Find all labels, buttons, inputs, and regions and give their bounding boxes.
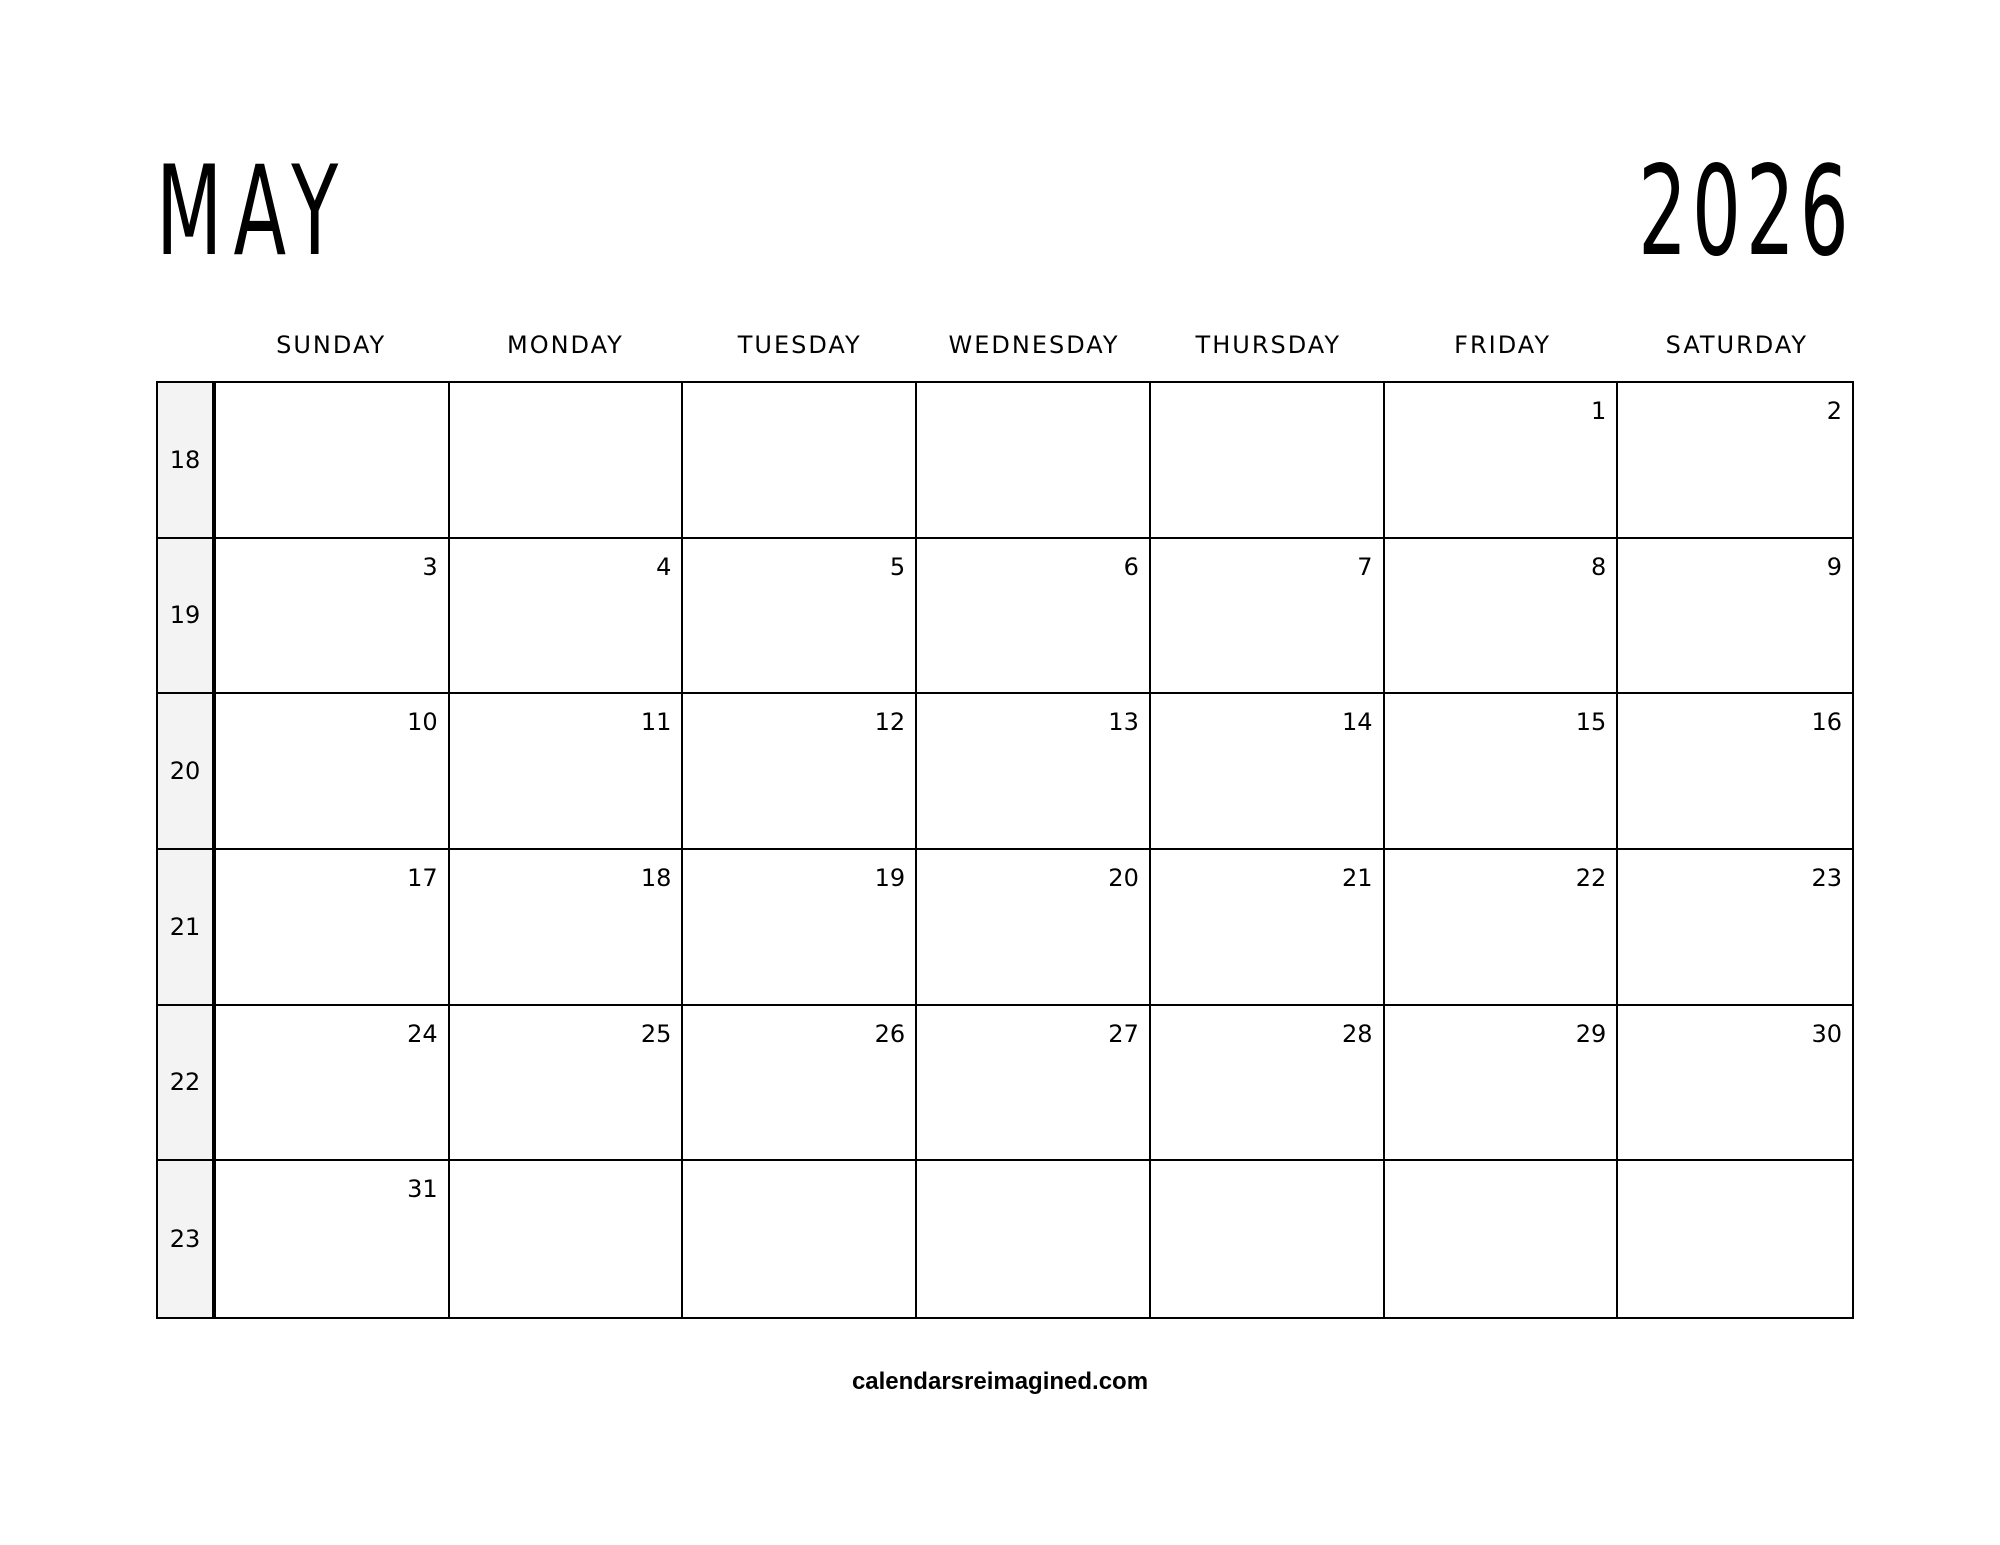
- weekday-saturday: SATURDAY: [1665, 331, 1809, 359]
- day-cell[interactable]: [917, 539, 1151, 695]
- week-number: 22: [158, 1006, 216, 1162]
- day-cell[interactable]: [450, 694, 684, 850]
- weekday-sunday: SUNDAY: [276, 331, 387, 359]
- day-number: 17: [407, 864, 438, 892]
- day-number: 11: [640, 708, 672, 737]
- day-cell[interactable]: [1618, 1006, 1852, 1162]
- day-number: 12: [874, 708, 906, 737]
- day-cell[interactable]: [1618, 539, 1852, 695]
- day-cell[interactable]: [1618, 694, 1852, 850]
- week-number: 20: [158, 694, 216, 850]
- day-cell[interactable]: [917, 383, 1151, 539]
- day-number: 25: [640, 1019, 672, 1048]
- week-number: 18: [158, 383, 216, 539]
- day-cell[interactable]: [683, 850, 917, 1006]
- day-number: 31: [407, 1175, 438, 1204]
- weekday-thursday: THURSDAY: [1195, 331, 1342, 359]
- day-number: 14: [1342, 708, 1373, 737]
- day-cell[interactable]: [1151, 383, 1385, 539]
- week-number: 21: [158, 850, 216, 1006]
- day-cell[interactable]: [216, 1161, 450, 1317]
- day-cell[interactable]: [1385, 383, 1619, 539]
- calendar-grid: [156, 381, 1854, 1319]
- day-cell[interactable]: [683, 1161, 917, 1317]
- day-number: 3: [422, 552, 438, 581]
- day-number: 4: [656, 552, 672, 581]
- day-cell[interactable]: [917, 850, 1151, 1006]
- day-cell[interactable]: [450, 1006, 684, 1162]
- month-title: MAY: [156, 140, 350, 284]
- day-number: 18: [640, 864, 672, 892]
- day-number: 7: [1357, 552, 1373, 581]
- day-cell[interactable]: [1618, 850, 1852, 1006]
- year-title: 2026: [1638, 140, 1854, 284]
- day-cell[interactable]: [216, 694, 450, 850]
- day-number: 22: [1575, 864, 1607, 892]
- day-cell[interactable]: [683, 694, 917, 850]
- day-cell[interactable]: [683, 1006, 917, 1162]
- day-number: 10: [407, 708, 438, 737]
- day-cell[interactable]: [450, 539, 684, 695]
- day-cell[interactable]: [1151, 850, 1385, 1006]
- day-cell[interactable]: [917, 1006, 1151, 1162]
- day-cell[interactable]: [917, 694, 1151, 850]
- day-number: 2: [1826, 397, 1842, 425]
- day-cell[interactable]: [216, 539, 450, 695]
- day-cell[interactable]: [1385, 850, 1619, 1006]
- day-number: 28: [1342, 1019, 1373, 1048]
- day-cell[interactable]: [216, 850, 450, 1006]
- day-cell[interactable]: [1385, 1161, 1619, 1317]
- weekday-wednesday: WEDNESDAY: [948, 331, 1120, 359]
- day-number: 15: [1575, 708, 1607, 737]
- day-cell[interactable]: [450, 383, 684, 539]
- day-number: 9: [1826, 552, 1842, 581]
- day-cell[interactable]: [1151, 539, 1385, 695]
- day-cell[interactable]: [1385, 694, 1619, 850]
- day-cell[interactable]: [450, 850, 684, 1006]
- week-number: 23: [158, 1161, 216, 1317]
- day-number: 20: [1108, 864, 1139, 892]
- day-cell[interactable]: [1618, 383, 1852, 539]
- week-number: 19: [158, 539, 216, 695]
- weekday-friday: FRIDAY: [1454, 331, 1551, 359]
- day-cell[interactable]: [1385, 539, 1619, 695]
- day-cell[interactable]: [1618, 1161, 1852, 1317]
- weekday-monday: MONDAY: [507, 331, 624, 359]
- day-number: 8: [1591, 552, 1607, 581]
- day-number: 13: [1108, 708, 1139, 737]
- day-cell[interactable]: [683, 383, 917, 539]
- day-cell[interactable]: [917, 1161, 1151, 1317]
- day-number: 26: [874, 1019, 906, 1048]
- day-cell[interactable]: [216, 383, 450, 539]
- day-number: 30: [1811, 1019, 1842, 1048]
- day-cell[interactable]: [1151, 1006, 1385, 1162]
- day-number: 21: [1342, 864, 1373, 892]
- day-number: 24: [407, 1019, 438, 1048]
- day-cell[interactable]: [450, 1161, 684, 1317]
- day-cell[interactable]: [216, 1006, 450, 1162]
- day-number: 29: [1575, 1019, 1607, 1048]
- day-number: 5: [889, 552, 906, 581]
- day-number: 27: [1108, 1019, 1139, 1048]
- day-number: 6: [1123, 552, 1139, 581]
- day-cell[interactable]: [1151, 694, 1385, 850]
- day-number: 16: [1811, 708, 1842, 737]
- day-number: 19: [874, 864, 906, 892]
- day-number: 23: [1811, 864, 1842, 892]
- weekday-tuesday: TUESDAY: [737, 331, 862, 359]
- day-number: 1: [1591, 397, 1607, 425]
- footer-website: calendarsreimagined.com: [851, 1368, 1149, 1395]
- weekday-header: [214, 325, 1854, 365]
- day-cell[interactable]: [1385, 1006, 1619, 1162]
- day-cell[interactable]: [1151, 1161, 1385, 1317]
- day-cell[interactable]: [683, 539, 917, 695]
